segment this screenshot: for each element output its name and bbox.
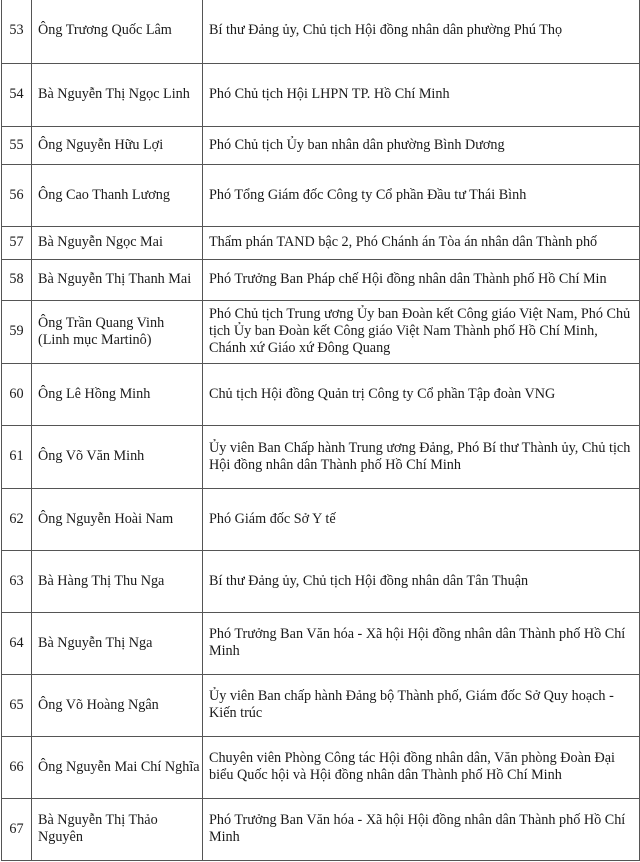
member-name: Bà Nguyễn Thị Thanh Mai <box>32 259 203 300</box>
table-row <box>2 164 640 226</box>
member-title: Phó Tổng Giám đốc Công ty Cổ phần Đầu tư Thái Bình <box>203 164 640 226</box>
member-name: Ông Võ Văn Minh <box>32 425 203 488</box>
member-name: Bà Nguyễn Thị Nga <box>32 612 203 674</box>
table-row <box>2 0 640 63</box>
member-title: Ủy viên Ban chấp hành Đảng bộ Thành phố, Giám đốc Sở Quy hoạch - Kiến trúc <box>203 674 640 736</box>
member-name: Bà Hàng Thị Thu Nga <box>32 550 203 612</box>
member-name-line: Nguyên <box>38 829 83 845</box>
member-title: Phó Chủ tịch Trung ương Ủy ban Đoàn kết Công giáo Việt Nam, Phó Chủ tịch Ủy ban Đoàn kết Công giáo Việt Nam Thành phố Hồ Chí Minh, Chánh xứ Giáo xứ Đông Quang <box>203 300 640 363</box>
table-row <box>2 226 640 259</box>
member-name: Ông Lê Hồng Minh <box>32 363 203 425</box>
member-name: Bà Nguyễn Ngọc Mai <box>32 226 203 259</box>
table-row <box>2 488 640 550</box>
member-name-line: Bà Nguyễn Thị Thảo <box>38 812 158 828</box>
row-number: 55 <box>2 126 32 164</box>
member-title: Bí thư Đảng ủy, Chủ tịch Hội đồng nhân dân Tân Thuận <box>203 550 640 612</box>
member-name: Ông Nguyễn Hoài Nam <box>32 488 203 550</box>
row-number: 63 <box>2 550 32 612</box>
member-name: Bà Nguyễn Thị Ngọc Linh <box>32 63 203 126</box>
member-title: Phó Giám đốc Sở Y tế <box>203 488 640 550</box>
row-number: 60 <box>2 363 32 425</box>
table-row <box>2 363 640 425</box>
member-name: Ông Cao Thanh Lương <box>32 164 203 226</box>
member-title: Thẩm phán TAND bậc 2, Phó Chánh án Tòa án nhân dân Thành phố <box>203 226 640 259</box>
table-row <box>2 612 640 674</box>
row-number: 53 <box>2 0 32 63</box>
row-number: 62 <box>2 488 32 550</box>
table-row <box>2 425 640 488</box>
row-number: 54 <box>2 63 32 126</box>
row-number: 59 <box>2 300 32 363</box>
row-number: 58 <box>2 259 32 300</box>
table-row <box>2 126 640 164</box>
member-title: Phó Trưởng Ban Văn hóa - Xã hội Hội đồng nhân dân Thành phố Hồ Chí Minh <box>203 798 640 860</box>
row-number: 64 <box>2 612 32 674</box>
row-number: 57 <box>2 226 32 259</box>
row-number: 61 <box>2 425 32 488</box>
table-row <box>2 736 640 798</box>
table-row <box>2 300 640 363</box>
member-name: Ông Nguyễn Mai Chí Nghĩa <box>32 736 203 798</box>
member-title: Chuyên viên Phòng Công tác Hội đồng nhân dân, Văn phòng Đoàn Đại biểu Quốc hội và Hội đồng nhân dân Thành phố Hồ Chí Minh <box>203 736 640 798</box>
table-row <box>2 550 640 612</box>
members-table <box>1 0 640 861</box>
member-name: Ông Võ Hoàng Ngân <box>32 674 203 736</box>
member-name: Ông Nguyễn Hữu Lợi <box>32 126 203 164</box>
member-title: Phó Chủ tịch Hội LHPN TP. Hồ Chí Minh <box>203 63 640 126</box>
member-title: Bí thư Đảng ủy, Chủ tịch Hội đồng nhân dân phường Phú Thọ <box>203 0 640 63</box>
row-number: 65 <box>2 674 32 736</box>
table-row <box>2 259 640 300</box>
row-number: 66 <box>2 736 32 798</box>
member-title: Phó Trưởng Ban Văn hóa - Xã hội Hội đồng nhân dân Thành phố Hồ Chí Minh <box>203 612 640 674</box>
member-title: Ủy viên Ban Chấp hành Trung ương Đảng, Phó Bí thư Thành ủy, Chủ tịch Hội đồng nhân dân Thành phố Hồ Chí Minh <box>203 425 640 488</box>
table-row <box>2 798 640 860</box>
member-name-line: (Linh mục Martinô) <box>38 331 152 348</box>
table-row <box>2 63 640 126</box>
row-number: 67 <box>2 798 32 860</box>
member-name <box>32 798 203 860</box>
member-name <box>32 300 203 363</box>
table-row <box>2 674 640 736</box>
member-title: Phó Trưởng Ban Pháp chế Hội đồng nhân dân Thành phố Hồ Chí Min <box>203 259 640 300</box>
member-title: Chủ tịch Hội đồng Quản trị Công ty Cổ phần Tập đoàn VNG <box>203 363 640 425</box>
member-name-line: Ông Trần Quang Vinh <box>38 314 165 331</box>
row-number: 56 <box>2 164 32 226</box>
member-name: Ông Trương Quốc Lâm <box>32 0 203 63</box>
member-title: Phó Chủ tịch Ủy ban nhân dân phường Bình Dương <box>203 126 640 164</box>
